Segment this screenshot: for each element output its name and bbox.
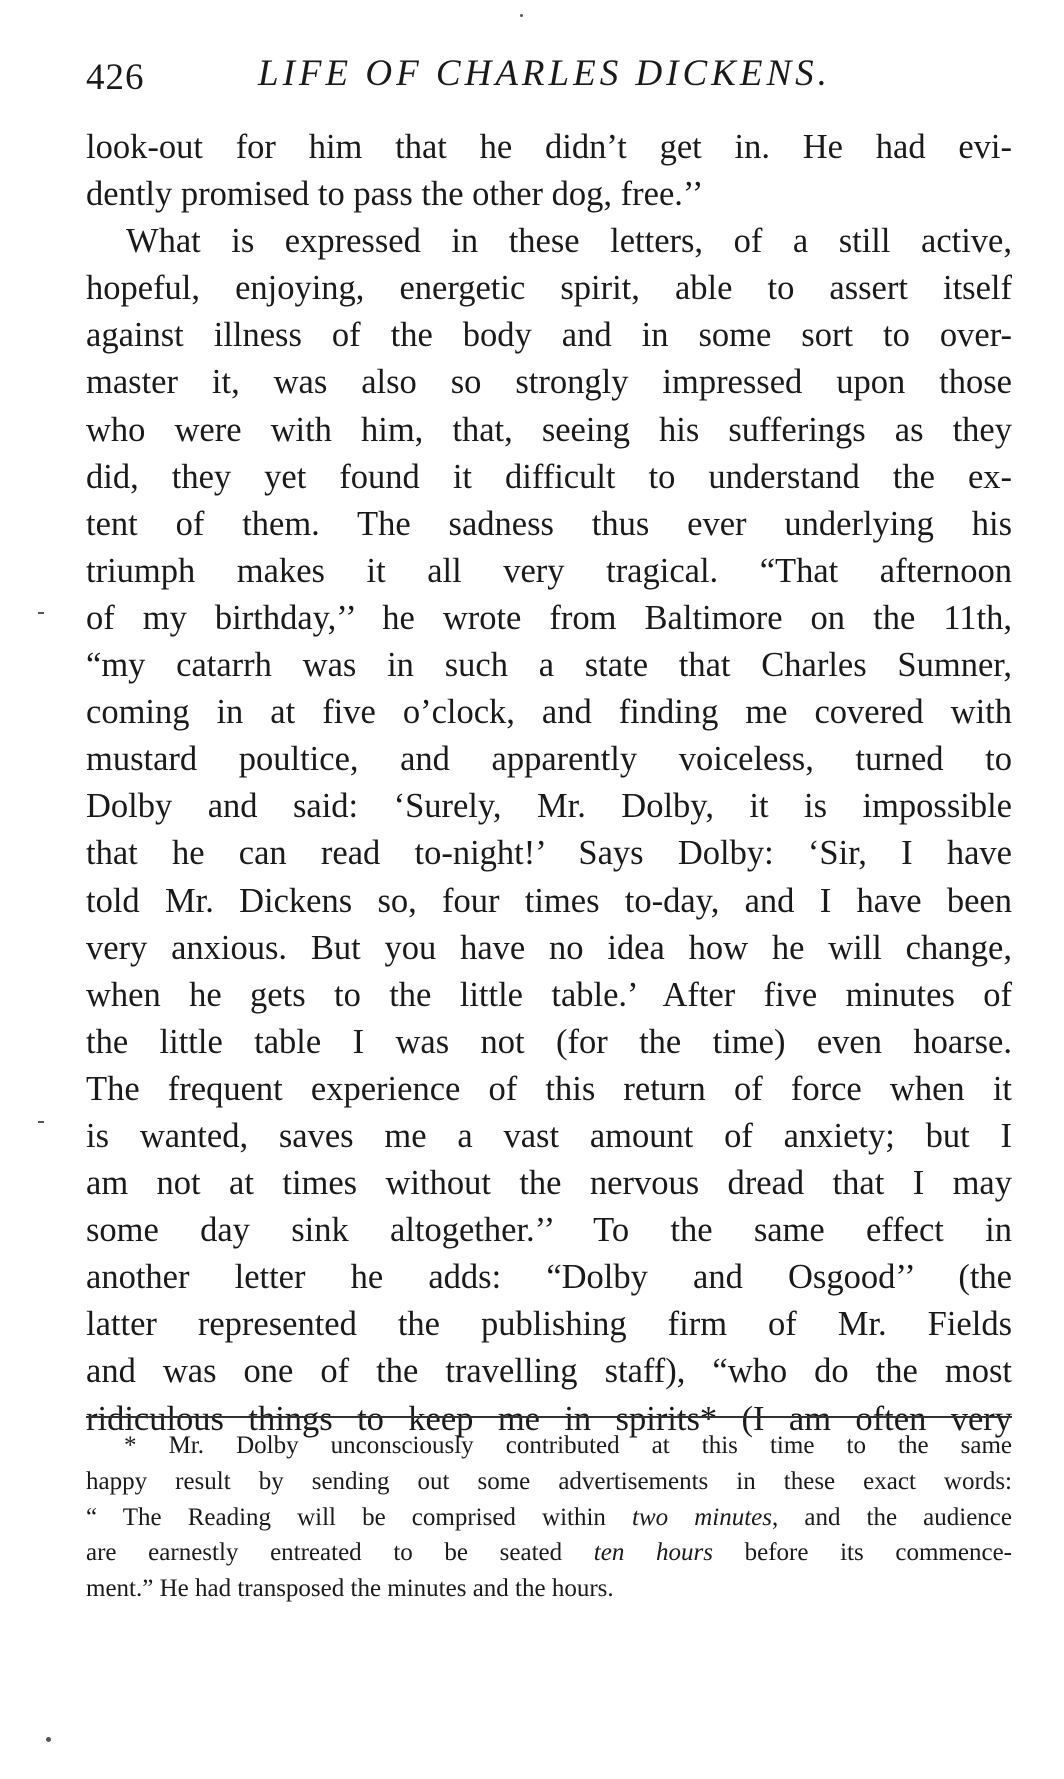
text-line: am not at times without the nervous dread that I may <box>86 1164 1012 1203</box>
footnote-divider <box>86 1416 1012 1418</box>
page-number: 426 <box>86 57 145 98</box>
text-line: tent of them. The sadness thus ever underlying his <box>86 504 1012 543</box>
text-line: triumph makes it all very tragical. “That afternoon <box>86 551 1012 590</box>
running-head: LIFE OF CHARLES DICKENS. <box>258 53 831 94</box>
text-line: “my catarrh was in such a state that Charles Sumner, <box>86 646 1012 685</box>
footnote-emphasis: two minutes <box>632 1503 772 1531</box>
text-line: who were with him, that, seeing his sufferings as they <box>86 410 1012 449</box>
footnote-text: before its commence- <box>712 1539 1012 1567</box>
margin-speck <box>46 1737 51 1742</box>
footnote-text: , and the audience <box>772 1503 1012 1531</box>
page-header <box>86 48 1016 98</box>
text-line: The frequent experience of this return of force when it <box>86 1069 1012 1108</box>
text-line: ridiculous things to keep me in spirits* (I am often very <box>86 1399 1012 1438</box>
text-line: mustard poultice, and apparently voiceless, turned to <box>86 740 1012 779</box>
text-line: against illness of the body and in some sort to over- <box>86 316 1012 355</box>
text-line: master it, was also so strongly impressed upon those <box>86 363 1012 402</box>
footnote-line: happy result by sending out some advertisements in these exact words: <box>86 1467 1012 1495</box>
margin-speck <box>38 1121 44 1123</box>
text-line: and was one of the travelling staff), “who do the most <box>86 1352 1012 1391</box>
text-line: the little table I was not (for the time) even hoarse. <box>86 1022 1012 1061</box>
footnote <box>86 1428 1012 1607</box>
footnote-emphasis: ten hours <box>593 1539 713 1567</box>
text-line: Dolby and said: ‘Surely, Mr. Dolby, it is impossible <box>86 787 1012 826</box>
text-line: look-out for him that he didn’t get in. He had evi- <box>86 128 1012 166</box>
text-line: coming in at five o’clock, and finding me covered with <box>86 693 1012 732</box>
text-line: of my birthday,’’ he wrote from Baltimore on the 11th, <box>86 598 1012 637</box>
body-text <box>86 124 1012 1443</box>
text-line: very anxious. But you have no idea how he will change, <box>86 928 1012 967</box>
footnote-text: “ The Reading will be comprised within <box>86 1503 632 1531</box>
text-line: hopeful, enjoying, energetic spirit, able to assert itself <box>86 269 1012 308</box>
footnote-line <box>86 1535 1012 1571</box>
margin-speck <box>520 14 523 17</box>
text-line: told Mr. Dickens so, four times to-day, and I have been <box>86 881 1012 920</box>
text-line: latter represented the publishing firm of Mr. Fields <box>86 1305 1012 1344</box>
text-line: when he gets to the little table.’ After five minutes of <box>86 975 1012 1014</box>
footnote-line: ment.” He had transposed the minutes and the hours. <box>86 1575 614 1603</box>
text-line: that he can read to-night!’ Says Dolby: ‘Sir, I have <box>86 834 1012 873</box>
text-line: What is expressed in these letters, of a still active, <box>126 222 1012 261</box>
footnote-line <box>86 1500 1012 1536</box>
margin-speck <box>38 612 44 614</box>
footnote-line: * Mr. Dolby unconsciously contributed at this time to the same <box>124 1432 1012 1459</box>
text-line: did, they yet found it difficult to understand the ex- <box>86 457 1012 496</box>
footnote-text: are earnestly entreated to be seated <box>86 1539 594 1567</box>
text-line: another letter he adds: “Dolby and Osgood’’ (the <box>86 1258 1012 1297</box>
text-line: some day sink altogether.’’ To the same effect in <box>86 1211 1012 1250</box>
text-line: is wanted, saves me a vast amount of anxiety; but I <box>86 1116 1012 1155</box>
text-line: dently promised to pass the other dog, free.’’ <box>86 175 704 214</box>
